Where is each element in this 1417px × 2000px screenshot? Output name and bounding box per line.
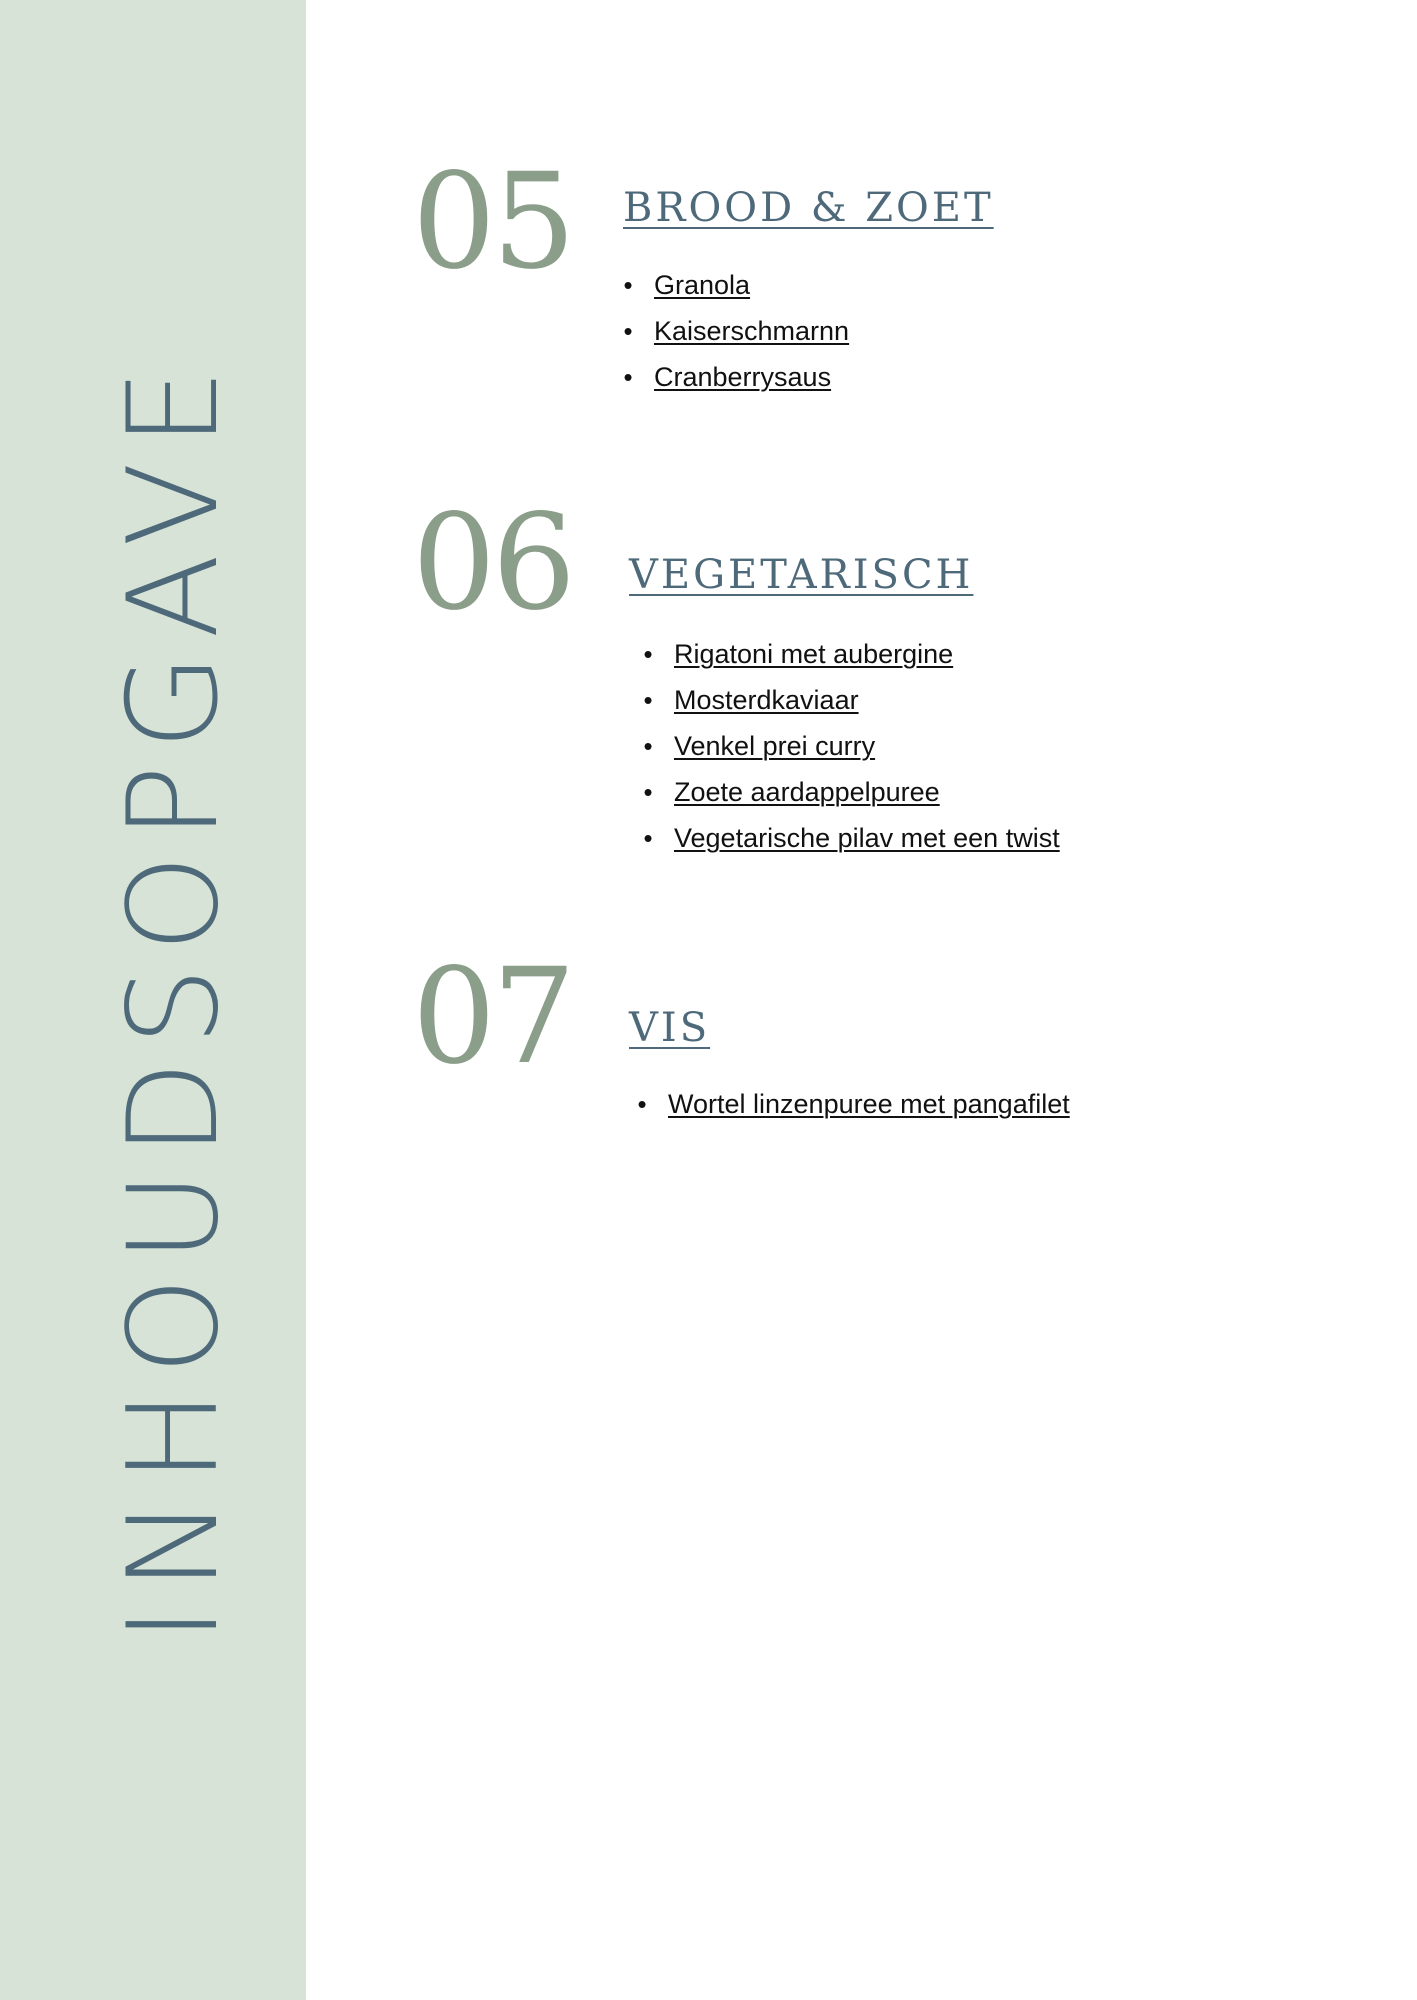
list-item — [623, 308, 850, 354]
recipe-link[interactable]: Cranberrysaus — [654, 362, 832, 392]
section-title-link[interactable]: VEGETARISCH — [629, 552, 974, 598]
recipe-link[interactable]: Zoete aardappelpuree — [674, 777, 940, 807]
recipe-link[interactable]: Wortel linzenpuree met pangafilet — [668, 1089, 1070, 1119]
list-item — [643, 723, 1060, 769]
recipe-link[interactable]: Venkel prei curry — [674, 731, 876, 761]
list-item — [623, 262, 849, 308]
list-item — [643, 677, 1060, 723]
bullet-icon: • — [643, 685, 653, 715]
recipe-list — [623, 262, 850, 400]
section-title-link[interactable]: VIS — [629, 1005, 711, 1051]
section-title-link[interactable]: BROOD & ZOET — [623, 185, 994, 231]
list-item — [643, 815, 1060, 861]
section-number: 06 — [412, 486, 572, 640]
recipe-list — [643, 631, 1060, 861]
list-item — [637, 1081, 1070, 1127]
section-number: 07 — [412, 940, 572, 1094]
bullet-icon: • — [623, 316, 633, 346]
bullet-icon: • — [623, 362, 633, 392]
recipe-link[interactable]: Vegetarische pilav met een twist — [674, 823, 1060, 853]
bullet-icon: • — [623, 270, 633, 300]
recipe-link[interactable]: Kaiserschmarnn — [654, 316, 850, 346]
recipe-link[interactable]: Granola — [654, 270, 751, 300]
page-title: INHOUDSOPGAVE — [102, 353, 246, 1643]
section-number: 05 — [412, 145, 572, 299]
bullet-icon: • — [643, 823, 653, 853]
list-item — [643, 631, 1060, 677]
recipe-link[interactable]: Mosterdkaviaar — [674, 685, 859, 715]
bullet-icon: • — [643, 639, 653, 669]
bullet-icon: • — [643, 777, 653, 807]
list-item — [623, 354, 849, 400]
sidebar — [0, 0, 306, 2000]
bullet-icon: • — [643, 731, 653, 761]
bullet-icon: • — [637, 1089, 647, 1119]
recipe-list — [637, 1081, 1070, 1127]
list-item — [643, 769, 1060, 815]
recipe-link[interactable]: Rigatoni met aubergine — [674, 639, 954, 669]
